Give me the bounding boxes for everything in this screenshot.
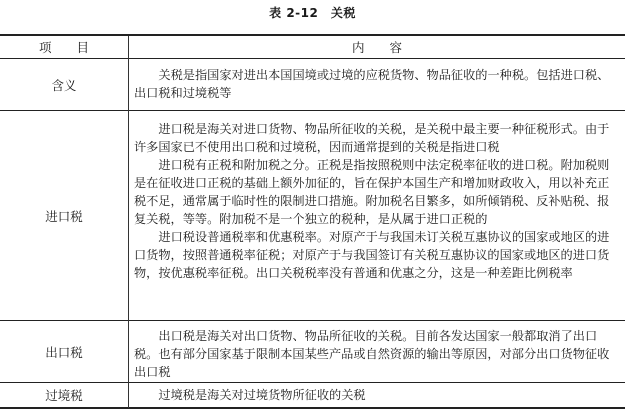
row-content: [134, 66, 618, 102]
column-divider: [128, 36, 129, 408]
row-content: [134, 327, 618, 381]
row-content: [134, 120, 618, 282]
table-bottom-rule: [0, 407, 625, 409]
row-label: 出口税: [45, 344, 83, 360]
row-content: [134, 386, 618, 404]
paragraph: 进口税有正税和附加税之分。正税是指按照税则中法定税率征收的进口税。附加税则是在征收进口正税的基础上额外加征的，旨在保护本国生产和增加财政收入，用以补充正税不足，通常属于临时性的限制进口措施。附加税名目繁多，如所倾销税、反补贴税、报复关税，等等。附加税不是一个独立的税种，是从属于进口正税的: [134, 158, 610, 226]
paragraph: 出口税是海关对出口货物、物品所征收的关税。目前各发达国家一般都取消了出口税。也有部分国家基于限制本国某些产品或自然资源的输出等原因，对部分出口货物征收出口税: [134, 329, 610, 379]
paragraph: 过境税是海关对过境货物所征收的关税: [158, 388, 366, 402]
row-label: 过境税: [45, 388, 83, 403]
table-caption: 表 2-12 关税: [269, 6, 356, 20]
paragraph: 关税是指国家对进出本国国境或过境的应税货物、物品征收的一种税。包括进口税、出口税和过境税等: [134, 68, 610, 100]
row-label: 进口税: [45, 208, 83, 224]
paragraph: 进口税是海关对进口货物、物品所征收的关税，是关税中最主要一种征税形式。由于许多国家已不使用出口税和过境税，因而通常提到的关税是指进口税: [134, 122, 610, 154]
header-item: 项 目: [38, 40, 89, 55]
header-content: 内 容: [351, 40, 402, 55]
paragraph: 进口税设普通税率和优惠税率。对原产于与我国未订关税互惠协议的国家或地区的进口货物，按照普通税率征税；对原产于与我国签订有关税互惠协议的国家或地区的进口货物，按优惠税率征税。出口关税税率没有普通和优惠之分，这是一种差距比例税率: [134, 230, 610, 280]
row-label: 含义: [51, 77, 77, 93]
